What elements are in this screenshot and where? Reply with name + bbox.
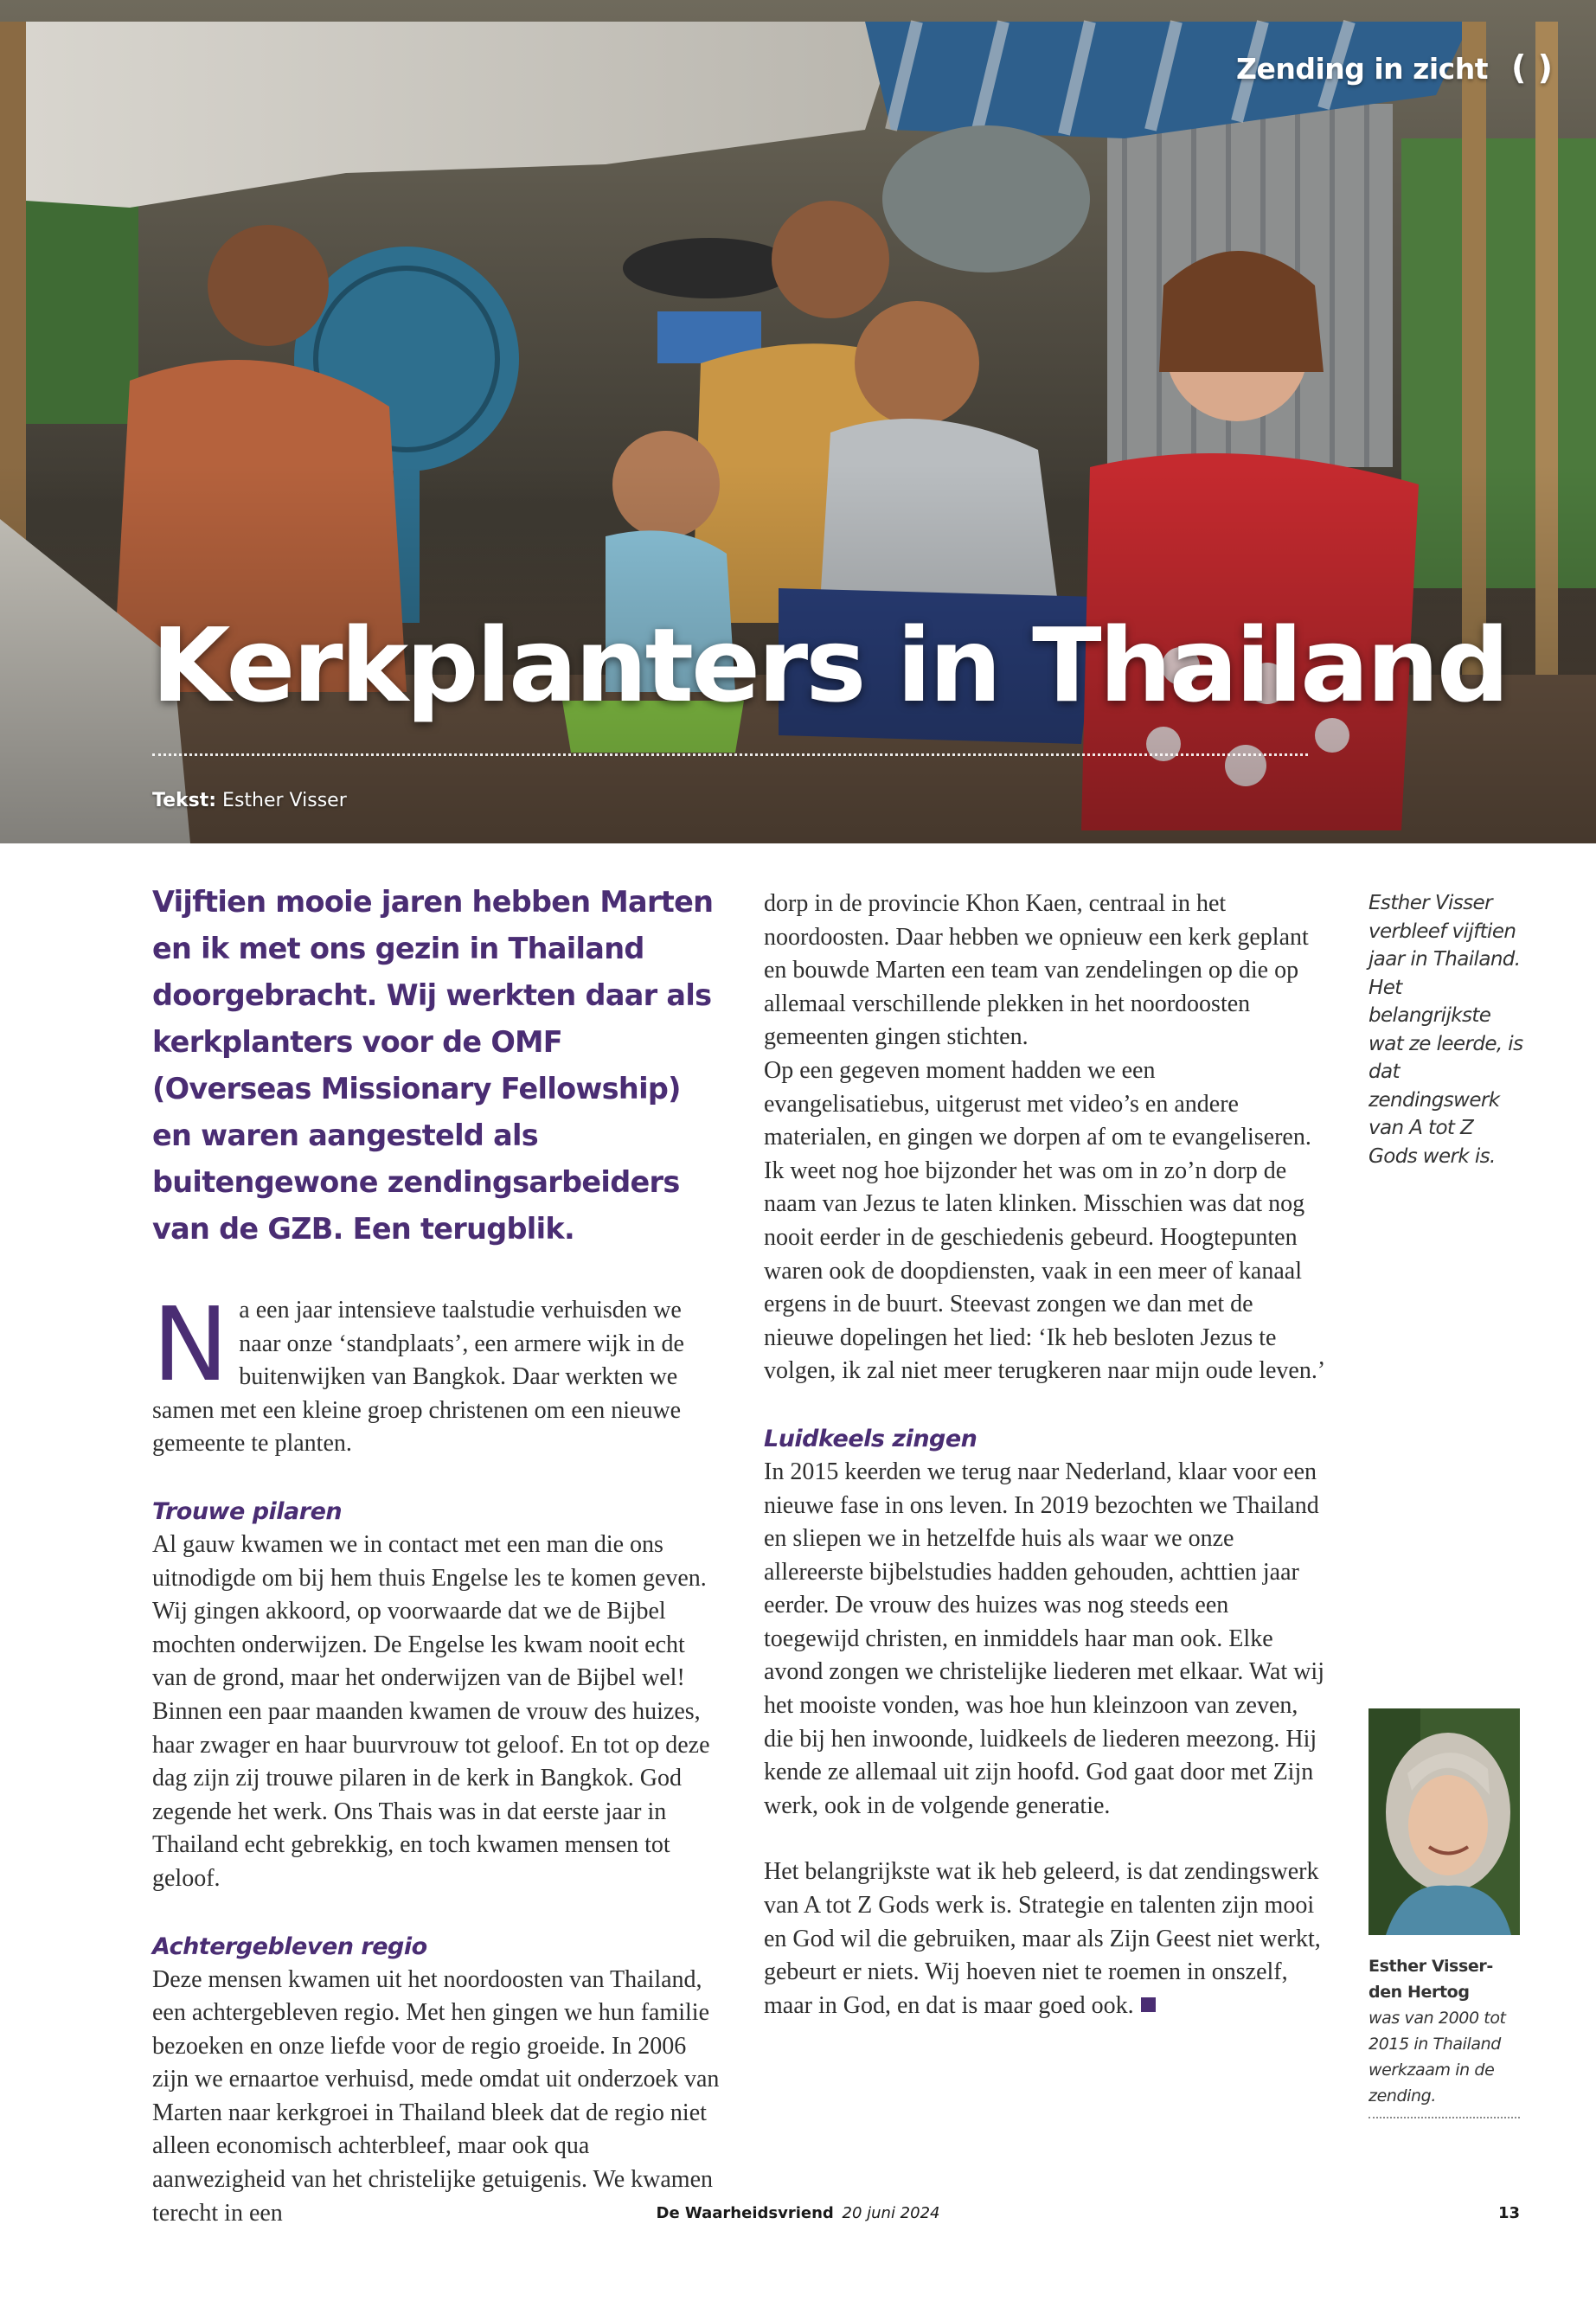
column-2: [764, 888, 1326, 2022]
pull-quote: Esther Visser verbleef vijftien jaar in Thailand. Het belangrijkste wat ze leerde, is dat zendingswerk van A tot Z Gods werk is.: [1368, 892, 1523, 1168]
publication-date: 20 juni 2024: [842, 2204, 940, 2222]
byline-author: Esther Visser: [222, 790, 347, 811]
paragraph-2: Deze mensen kwamen uit het noordoosten van Thailand, een achtergebleven regio. Met hen gingen we hun familie bezoeken en onze liefde voor de regio groeide. In 2006 zijn we ernaartoe verhuisd, mede omdat uit onderzoek van Marten naar kerkgroei in Thailand bleek dat de regio niet alleen economisch achterbleef, maar ook qua aanwezigheid van het christelijke getuigenis. We kwamen terecht in een: [152, 1965, 720, 2227]
byline: [152, 790, 347, 811]
hero-photo: [0, 0, 1596, 843]
column-1: [152, 879, 723, 2230]
bio-name: Esther Visser-den Hertog: [1368, 1957, 1493, 2002]
bio-text: was van 2000 tot 2015 in Thailand werkzaam in de zending.: [1368, 2009, 1506, 2106]
publication-name: De Waarheidsvriend: [656, 2204, 834, 2222]
paragraph-6: [764, 1856, 1326, 2022]
drop-cap: N: [152, 1285, 229, 1404]
title-divider: [152, 753, 1308, 756]
intro-text: a een jaar intensieve taalstudie verhuisden we naar onze ‘standplaats’, een armere wijk in de buitenwijken van Bangkok. Daar werkten we samen met een kleine groep christenen om een nieuwe gemeente te planten.: [152, 1297, 684, 1458]
paragraph-3: dorp in de provincie Khon Kaen, centraal in het noordoosten. Daar hebben we opnieuw een kerk geplant en bouwde Marten een team van zendelingen op die op allemaal verschillende plekken in het noordoosten gemeenten gingen stichten.: [764, 890, 1309, 1051]
byline-label: Tekst:: [152, 790, 217, 811]
paragraph-4: Op een gegeven moment hadden we een evangelisatiebus, uitgerust met video’s en andere materialen, en gingen we dorpen af om te evangeliseren. Ik weet nog hoe bijzonder het was om in zo’n dorp de naam van Jezus te laten klinken. Misschien was dat nog nooit eerder in de geschiedenis gebeurd. Hoogtepunten waren ook de doopdiensten, vaak in een meer of kanaal ergens in de buurt. Steevast zongen we dan met de nieuwe dopelingen het lied: ‘Ik heb besloten Jezus te volgen, ik zal niet meer terugkeren naar mijn oude leven.’: [764, 1056, 1326, 1385]
author-photo: [1368, 1708, 1520, 1935]
section-label: Zending in zicht: [1236, 52, 1488, 86]
sidebar: [1368, 889, 1524, 1170]
footer: [0, 2204, 1596, 2222]
bio-divider: [1368, 2117, 1520, 2118]
subhead-trouwe-pilaren: Trouwe pilaren: [152, 1497, 343, 1525]
page-number: 13: [1497, 2204, 1520, 2222]
intro-paragraph: [152, 1285, 723, 1461]
paragraph-5: In 2015 keerden we terug naar Nederland, klaar voor een nieuwe fase in ons leven. In 2019 bezochten we Thailand en sliepen we in hetzelfde huis als waar we onze allereerste bijbelstudies hadden gehouden, achttien jaar eerder. De vrouw des huizes was nog steeds een toegewijd christen, en inmiddels haar man ook. Elke avond zongen we christelijke liederen met elkaar. Wat wij het mooiste vonden, was hoe hun kleinzoon van zeven, die bij hen inwoonde, luidkeels de liederen meezong. Hij kende ze allemaal uit zijn hoofd. God gaat door met Zijn werk, ook in de volgende generatie.: [764, 1458, 1324, 1819]
paragraph-6-text: Het belangrijkste wat ik heb geleerd, is dat zendingswerk van A tot Z Gods werk is. Strategie en talenten zijn mooi en God wil die gebruiken, maar als Zijn Geest niet werkt, gebeurt er niets. Wij hoeven niet te roemen in onszelf, maar in God, en dat is maar goed ook.: [764, 1858, 1321, 2019]
author-portrait: [1368, 1708, 1520, 1935]
subhead-achtergebleven-regio: Achtergebleven regio: [152, 1932, 427, 1960]
end-mark-icon: [1141, 1997, 1156, 2012]
section-bracket-icon: ( ): [1511, 48, 1553, 87]
subhead-luidkeels-zingen: Luidkeels zingen: [764, 1425, 977, 1452]
author-bio: [1368, 1953, 1524, 2109]
lead-paragraph: Vijftien mooie jaren hebben Marten en ik met ons gezin in Thailand doorgebracht. Wij werkten daar als kerkplanters voor de OMF (Overseas Missionary Fellowship) en waren aangesteld als buitengewone zendingsarbeiders van de GZB. Een terugblik.: [152, 885, 714, 1246]
paragraph-1: Al gauw kwamen we in contact met een man die ons uitnodigde om bij hem thuis Engelse les te komen geven. Wij gingen akkoord, op voorwaarde dat we de Bijbel mochten onderwijzen. De Engelse les kwam nooit echt van de grond, maar het onderwijzen van de Bijbel wel! Binnen een paar maanden kwamen de vrouw des huizes, haar zwager en haar buurvrouw tot geloof. En tot op deze dag zijn zij trouwe pilaren in de kerk in Bangkok. God zegende het werk. Ons Thais was in dat eerste jaar in Thailand echt gebrekkig, en toch kwamen mensen tot geloof.: [152, 1530, 710, 1892]
article-title: Kerkplanters in Thailand: [151, 606, 1508, 725]
